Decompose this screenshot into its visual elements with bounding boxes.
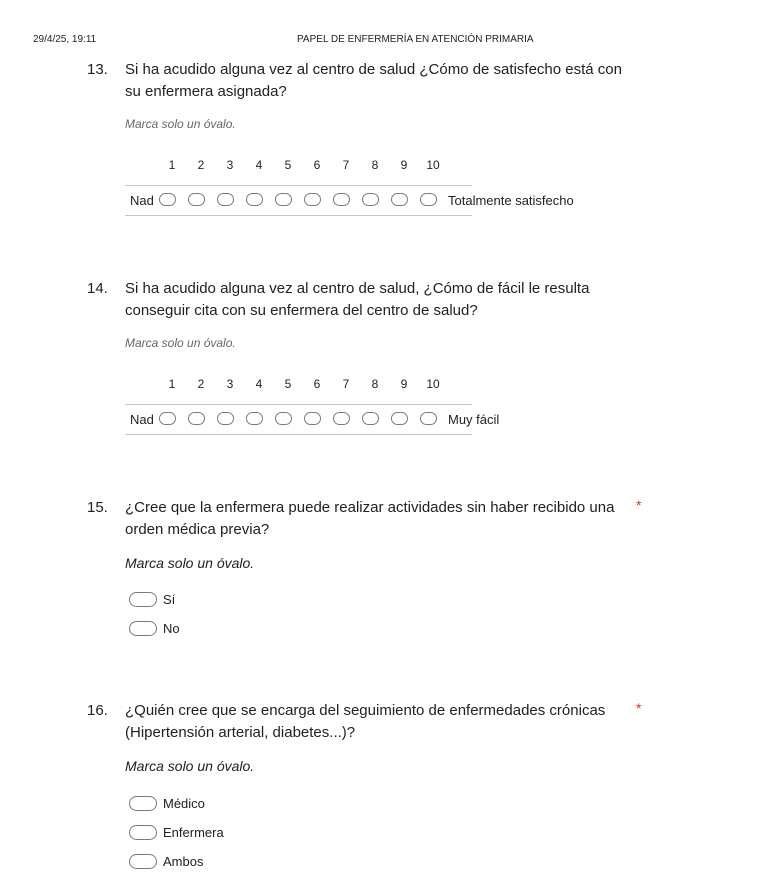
question-number: 15.	[87, 499, 108, 516]
question-number: 13.	[87, 61, 108, 78]
scale-number: 4	[255, 377, 263, 391]
scale-number: 3	[226, 377, 234, 391]
scale-number: 2	[197, 158, 205, 172]
scale-option-4[interactable]	[246, 412, 263, 425]
scale-number: 5	[284, 377, 292, 391]
scale-option-6[interactable]	[304, 193, 321, 206]
question-hint: Marca solo un óvalo.	[125, 758, 255, 774]
scale-low-label: Nad	[130, 193, 154, 208]
scale-number: 9	[400, 377, 408, 391]
print-date: 29/4/25, 19:11	[33, 34, 97, 45]
radio-oval[interactable]	[129, 621, 157, 636]
question-text: ¿Cree que la enfermera puede realizar actividades sin haber recibido una orden médica previa?	[125, 499, 615, 538]
scale-number: 10	[426, 158, 440, 172]
scale-numbers	[0, 158, 782, 176]
scale-number: 10	[426, 377, 440, 391]
scale-number: 8	[371, 158, 379, 172]
scale-option-10[interactable]	[420, 412, 437, 425]
linear-scale	[125, 404, 500, 435]
scale-number: 7	[342, 377, 350, 391]
scale-option-4[interactable]	[246, 193, 263, 206]
question-hint: Marca solo un óvalo.	[125, 555, 255, 571]
scale-option-5[interactable]	[275, 193, 292, 206]
scale-option-7[interactable]	[333, 412, 350, 425]
scale-option-1[interactable]	[159, 412, 176, 425]
scale-number: 5	[284, 158, 292, 172]
radio-oval[interactable]	[129, 796, 157, 811]
scale-high-label: Muy fácil	[448, 412, 500, 427]
scale-option-9[interactable]	[391, 412, 408, 425]
radio-oval[interactable]	[129, 854, 157, 869]
scale-number: 1	[168, 158, 176, 172]
question-text: Si ha acudido alguna vez al centro de salud ¿Cómo de satisfecho está con su enfermera asignada?	[125, 61, 622, 100]
radio-oval[interactable]	[129, 825, 157, 840]
scale-number: 2	[197, 377, 205, 391]
scale-option-2[interactable]	[188, 412, 205, 425]
scale-number: 7	[342, 158, 350, 172]
scale-numbers	[0, 377, 782, 395]
scale-number: 6	[313, 158, 321, 172]
scale-option-6[interactable]	[304, 412, 321, 425]
radio-option-label: Médico	[163, 796, 205, 811]
required-marker: *	[636, 700, 642, 716]
radio-oval[interactable]	[129, 592, 157, 607]
radio-option-label: Ambos	[163, 854, 204, 869]
scale-option-8[interactable]	[362, 412, 379, 425]
question-text: Si ha acudido alguna vez al centro de salud, ¿Cómo de fácil le resulta conseguir cita con su enfermera del centro de salud?	[125, 280, 590, 319]
scale-option-5[interactable]	[275, 412, 292, 425]
question-hint: Marca solo un óvalo.	[125, 117, 236, 131]
scale-number: 3	[226, 158, 234, 172]
scale-option-2[interactable]	[188, 193, 205, 206]
question-text: ¿Quién cree que se encarga del seguimiento de enfermedades crónicas (Hipertensión arterial, diabetes...)?	[125, 702, 606, 741]
question-hint: Marca solo un óvalo.	[125, 336, 236, 350]
scale-high-label: Totalmente satisfecho	[448, 193, 574, 208]
scale-option-8[interactable]	[362, 193, 379, 206]
scale-low-label: Nad	[130, 412, 154, 427]
question-number: 14.	[87, 280, 108, 297]
radio-option-label: Enfermera	[163, 825, 224, 840]
scale-option-10[interactable]	[420, 193, 437, 206]
scale-number: 4	[255, 158, 263, 172]
required-marker: *	[636, 497, 642, 513]
scale-option-7[interactable]	[333, 193, 350, 206]
scale-number: 1	[168, 377, 176, 391]
scale-option-1[interactable]	[159, 193, 176, 206]
document-title: PAPEL DE ENFERMERÍA EN ATENCIÓN PRIMARIA	[297, 34, 534, 45]
linear-scale	[125, 185, 574, 216]
scale-number: 9	[400, 158, 408, 172]
scale-number: 8	[371, 377, 379, 391]
radio-option-label: Sí	[163, 592, 176, 607]
scale-option-9[interactable]	[391, 193, 408, 206]
scale-option-3[interactable]	[217, 412, 234, 425]
radio-option-label: No	[163, 621, 180, 636]
scale-number: 6	[313, 377, 321, 391]
scale-option-3[interactable]	[217, 193, 234, 206]
question-number: 16.	[87, 702, 108, 719]
